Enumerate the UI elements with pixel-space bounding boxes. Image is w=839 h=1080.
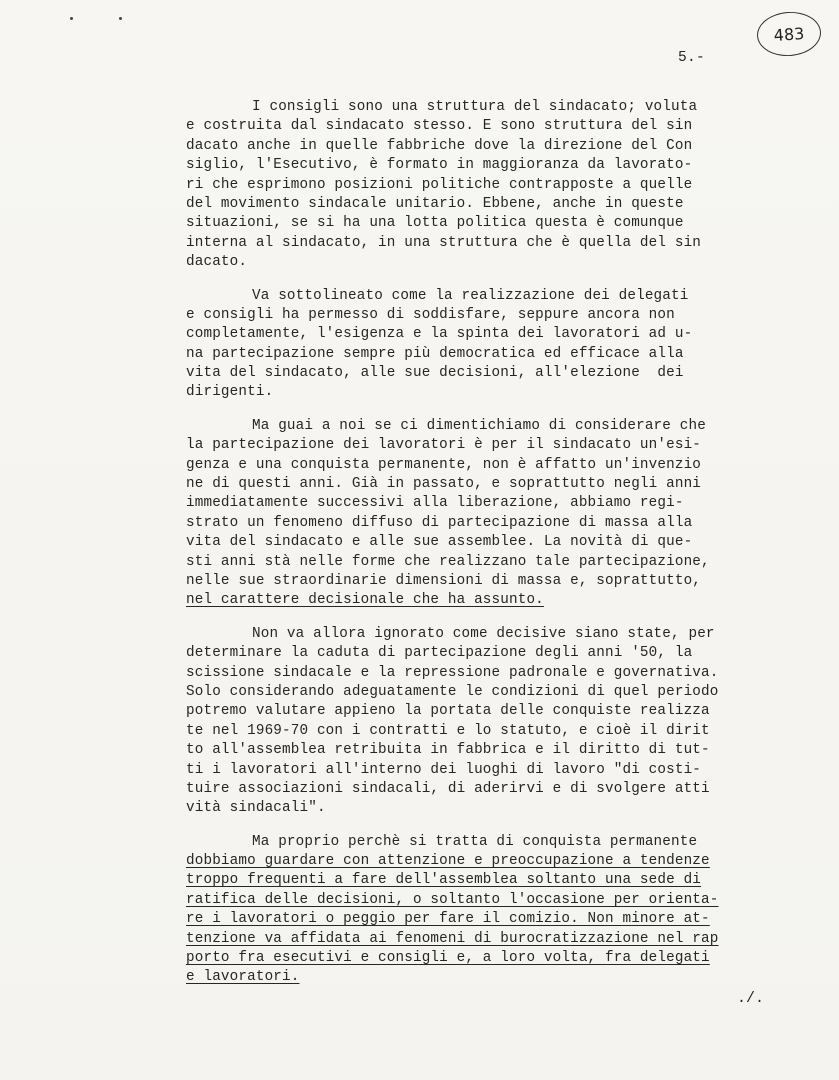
text-line: dirigenti. (186, 384, 274, 401)
text-line: strato un fenomeno diffuso di partecipazione di massa alla (186, 514, 693, 531)
text-line: ti i lavoratori all'interno dei luoghi di lavoro "di costi- (186, 761, 702, 778)
text-line: completamente, l'esigenza e la spinta dei lavoratori ad u- (186, 326, 693, 343)
speck-mark (119, 17, 122, 20)
text-line: ri che esprimono posizioni politiche contrapposte a quelle (186, 176, 693, 193)
text-line-underlined: e lavoratori. (186, 969, 300, 986)
text-line-underlined: tenzione va affidata ai fenomeni di burocratizzazione nel rap (186, 930, 719, 947)
archive-stamp (756, 10, 823, 58)
continuation-mark: ./. (737, 990, 765, 1007)
text-line: immediatamente successivi alla liberazione, abbiamo regi- (186, 495, 684, 512)
text-line: potremo valutare appieno la portata delle conquiste realizza (186, 703, 710, 720)
text-line: e costruita dal sindacato stesso. E sono struttura del sin (186, 118, 693, 135)
text-line: e consigli ha permesso di soddisfare, seppure ancora non (186, 306, 675, 323)
text-line: siglio, l'Esecutivo, è formato in maggioranza da lavorato- (186, 157, 693, 174)
text-line-underlined: troppo frequenti a fare dell'assemblea soltanto una sede di (186, 872, 702, 889)
text-line: Ma guai a noi se ci dimentichiamo di considerare che (252, 417, 706, 434)
text-line: interna al sindacato, in una struttura che è quella del sin (186, 234, 702, 251)
text-line: vita del sindacato e alle sue assemblee. La novità di que- (186, 534, 693, 551)
text-line: dacato anche in quelle fabbriche dove la direzione del Con (186, 137, 693, 154)
text-line: ne di questi anni. Già in passato, e soprattutto negli anni (186, 476, 702, 493)
page-number: 5.- (678, 50, 706, 66)
text-line-underlined: nel carattere decisionale che ha assunto. (186, 592, 544, 609)
body-text (186, 98, 786, 988)
text-line: sti anni stà nelle forme che realizzano tale partecipazione, (186, 553, 710, 570)
text-line: genza e una conquista permanente, non è affatto un'invenzio (186, 456, 702, 473)
text-line: I consigli sono una struttura del sindacato; voluta (252, 99, 698, 115)
text-line: nelle sue straordinarie dimensioni di massa e, soprattutto, (186, 572, 702, 589)
text-line: tuire associazioni sindacali, di aderirvi e di svolgere atti (186, 780, 710, 797)
text-line: situazioni, se si ha una lotta politica questa è comunque (186, 215, 684, 232)
text-line: to all'assemblea retribuita in fabbrica e il diritto di tut- (186, 742, 710, 759)
speck-mark (70, 17, 73, 20)
text-line: na partecipazione sempre più democratica ed efficace alla (186, 345, 684, 362)
text-line: Solo considerando adeguatamente le condizioni di quel periodo (186, 683, 719, 700)
text-line: scissione sindacale e la repressione padronale e governativa. (186, 664, 719, 681)
text-line-underlined: dobbiamo guardare con attenzione e preoccupazione a tendenze (186, 853, 710, 870)
text-line: Non va allora ignorato come decisive siano state, per (252, 625, 715, 642)
text-line: vita del sindacato, alle sue decisioni, all'elezione dei (186, 365, 684, 382)
text-line: vità sindacali". (186, 800, 326, 817)
text-line: te nel 1969-70 con i contratti e lo statuto, e cioè il dirit (186, 722, 710, 739)
text-line: Va sottolineato come la realizzazione dei delegati (252, 287, 689, 304)
text-line: la partecipazione dei lavoratori è per il sindacato un'esi- (186, 437, 702, 454)
text-line: Ma proprio perchè si tratta di conquista permanente (252, 833, 698, 850)
text-line-underlined: porto fra esecutivi e consigli e, a loro volta, fra delegati (186, 950, 710, 967)
text-line: dacato. (186, 254, 248, 271)
text-line-underlined: ratifica delle decisioni, o soltanto l'occasione per orienta- (186, 891, 719, 908)
text-line: del movimento sindacale unitario. Ebbene, anche in queste (186, 195, 684, 212)
text-line-underlined: re i lavoratori o peggio per fare il comizio. Non minore at- (186, 911, 710, 928)
text-line: determinare la caduta di partecipazione degli anni '50, la (186, 645, 693, 662)
archive-stamp-number: 483 (773, 23, 805, 45)
